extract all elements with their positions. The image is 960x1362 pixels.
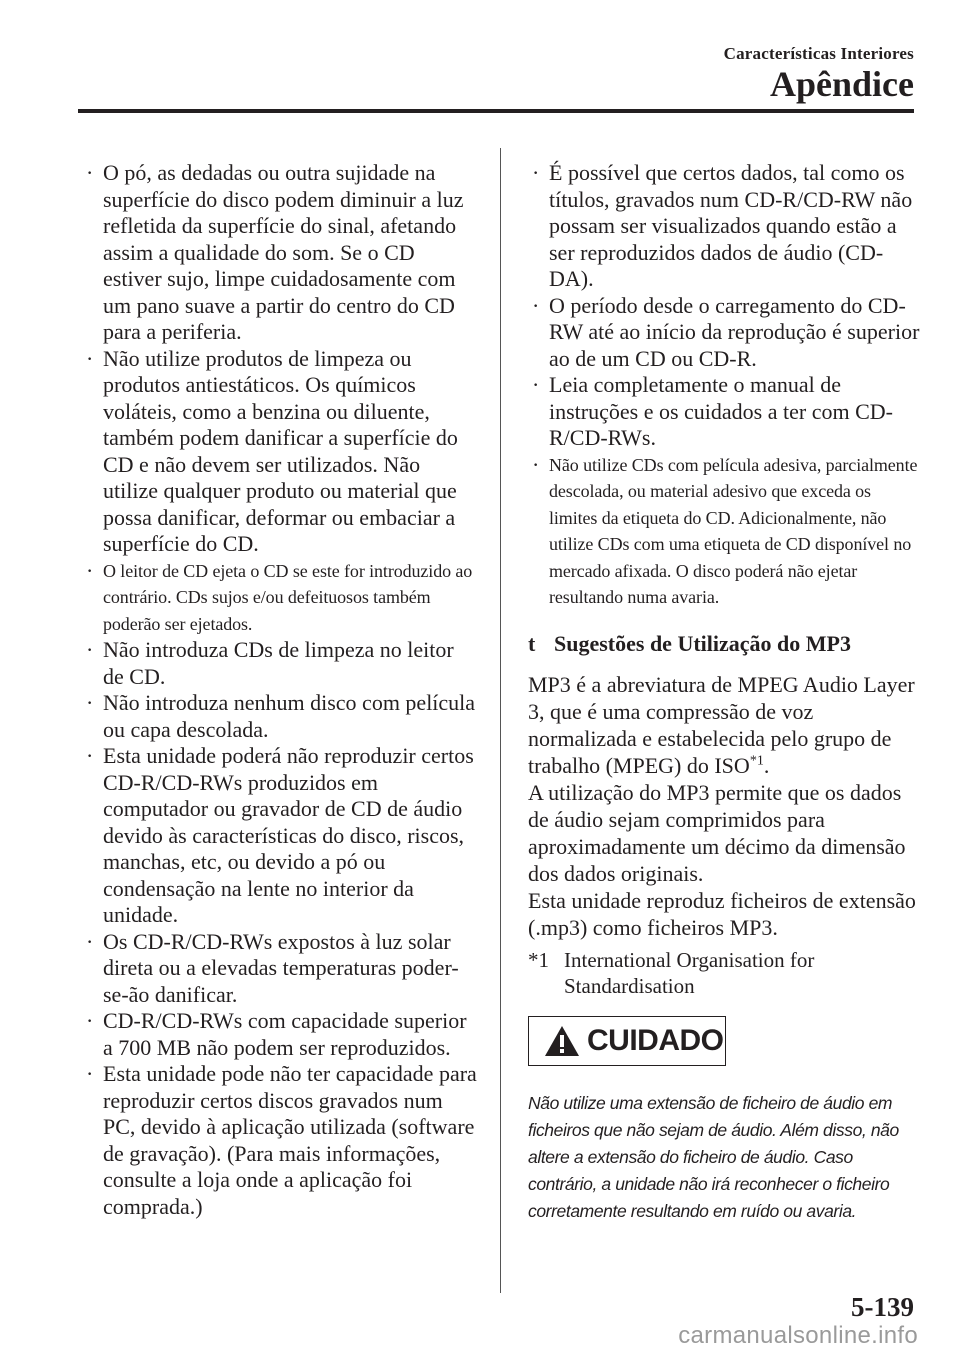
watermark: carmanualsonline.info [678,1322,918,1349]
bullet-text: Esta unidade poderá não reproduzir certos CD-R/CD-RWs produzidos em computador ou gravador de CD de áudio devido às características do disco, riscos, manchas, etc, ou devido a pó ou condensação na lente no interior da unidade. [103,743,474,927]
caution-box [528,1016,726,1066]
bullet-dot-icon: · [86,557,94,583]
bullet-text: Não introduza CDs de limpeza no leitor de CD. [103,637,454,689]
right-bullet-list [528,160,920,611]
bullet-item [82,346,477,558]
bullet-dot-icon: · [86,637,94,662]
bullet-text: CD-R/CD-RWs com capacidade superior a 700 MB não podem ser reproduzidos. [103,1008,467,1060]
bullet-dot-icon: · [86,690,94,715]
bullet-dot-icon: · [86,1008,94,1033]
right-column [528,160,920,1225]
bullet-item [528,452,920,611]
footnote-mark: *1 [528,947,549,972]
bullet-dot-icon: · [532,160,540,185]
bullet-text: Leia completamente o manual de instruções e os cuidados a ter com CD-R/CD-RWs. [549,372,893,450]
bullet-dot-icon: · [86,1061,94,1086]
section-heading [528,629,920,659]
bullet-item [528,293,920,373]
header-rule [78,109,914,113]
mp3-paragraph-1 [528,671,920,779]
section-mark: t [528,630,536,656]
bullet-text: Os CD-R/CD-RWs expostos à luz solar direta ou a elevadas temperaturas poder-se-ão danificar. [103,928,459,1007]
bullet-item [82,743,477,929]
bullet-item [528,372,920,452]
bullet-text: Não utilize produtos de limpeza ou produtos antiestáticos. Os químicos voláteis, como a benzina ou diluente, também podem danificar a superfície do CD e não devem ser utilizados. Não utilize qualquer produto ou material que possa danificar, deformar ou embaciar a superfície do CD. [103,345,458,556]
left-column [82,160,477,1220]
footnote-ref: *1 [749,753,764,769]
bullet-text: O leitor de CD ejeta o CD se este for introduzido ao contrário. CDs sujos e/ou defeituosos também poderão ser ejetados. [103,560,473,634]
bullet-text: O período desde o carregamento do CD-RW até ao início da reprodução é superior ao de um CD ou CD-R. [549,292,920,371]
footnote-text: International Organisation for Standardisation [564,947,815,998]
bullet-dot-icon: · [532,372,540,397]
column-divider [500,148,501,1293]
caution-text: Não utilize uma extensão de ficheiro de áudio em ficheiros que não sejam de áudio. Além disso, não altere a extensão do ficheiro de áudio. Caso contrário, a unidade não irá reconhecer o ficheiro corretamente resultando em ruído ou avaria. [528,1092,899,1221]
mp3-paragraph-1-end: . [763,752,770,778]
header-subtitle: Características Interiores [723,44,914,63]
footnote [528,947,920,1000]
header-title: Apêndice [770,64,914,104]
caution-label: CUIDADO [587,1023,724,1057]
bullet-text: É possível que certos dados, tal como os títulos, gravados num CD-R/CD-RW não possam ser visualizados quando estão a ser reproduzidos dados de áudio (CD-DA). [549,160,913,291]
bullet-dot-icon: · [86,160,94,185]
bullet-dot-icon: · [86,743,94,768]
bullet-text: Não utilize CDs com película adesiva, parcialmente descolada, ou material adesivo que exceda os limites da etiqueta do CD. Adicionalmente, não utilize CDs com uma etiqueta de CD disponível no mercado afixada. O disco poderá não ejetar resultando numa avaria. [549,454,918,607]
bullet-text: Esta unidade pode não ter capacidade para reproduzir certos discos gravados num PC, devido à aplicação utilizada (software de gravação). (Para mais informações, consulte a loja onde a aplicação foi comprada.) [103,1061,477,1219]
bullet-item [528,160,920,293]
bullet-item [82,929,477,1009]
bullet-dot-icon: · [86,345,94,371]
bullet-text: Não introduza nenhum disco com película ou capa descolada. [103,690,476,742]
bullet-item [82,1008,477,1061]
bullet-dot-icon: · [86,928,94,954]
bullet-text: O pó, as dedadas ou outra sujidade na superfície do disco podem diminuir a luz refletida da superfície do sinal, afetando assim a qualidade do som. Se o CD estiver sujo, limpe cuidadosamente com um pano suave a partir do centro do CD para a periferia. [103,160,464,344]
bullet-item [82,690,477,743]
bullet-dot-icon: · [532,451,540,477]
bullet-item [82,637,477,690]
bullet-item [82,160,477,346]
mp3-paragraph-1-text: MP3 é a abreviatura de MPEG Audio Layer 3, que é uma compressão de voz normalizada e estabelecida pelo grupo de trabalho (MPEG) do ISO [528,671,915,778]
page-number: 5-139 [851,1292,914,1322]
bullet-dot-icon: · [532,292,540,318]
mp3-paragraph-3: Esta unidade reproduz ficheiros de extensão (.mp3) como ficheiros MP3. [528,887,916,940]
mp3-paragraph-2: A utilização do MP3 permite que os dados de áudio sejam comprimidos para aproximadamente um décimo da dimensão dos dados originais. [528,779,906,886]
bullet-item [82,558,477,638]
section-heading-text: Sugestões de Utilização do MP3 [554,630,851,656]
left-bullet-list [82,160,477,1220]
warning-triangle-icon [543,1024,581,1058]
bullet-item [82,1061,477,1220]
